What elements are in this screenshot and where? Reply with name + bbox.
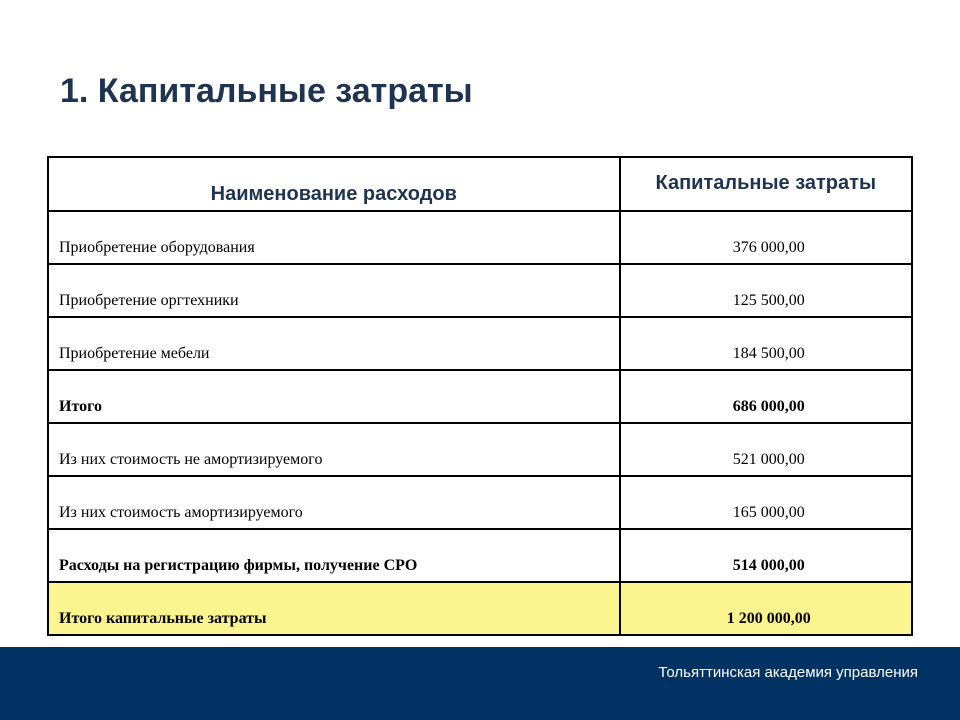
table-row	[48, 317, 912, 370]
capital-costs-table	[47, 156, 913, 636]
page-title: 1. Капитальные затраты	[60, 72, 473, 110]
table-row-subtotal	[48, 370, 912, 423]
table-row	[48, 264, 912, 317]
row-name: Приобретение оборудования	[48, 211, 620, 264]
table-row	[48, 211, 912, 264]
row-value: 514 000,00	[620, 529, 912, 582]
table-row	[48, 476, 912, 529]
row-name: Итого капитальные затраты	[48, 582, 620, 635]
column-header-value: Капитальные затраты	[620, 157, 912, 211]
row-value: 165 000,00	[620, 476, 912, 529]
row-value: 125 500,00	[620, 264, 912, 317]
table-row	[48, 423, 912, 476]
footer-bar	[0, 647, 960, 720]
row-name: Итого	[48, 370, 620, 423]
row-value: 1 200 000,00	[620, 582, 912, 635]
row-value: 376 000,00	[620, 211, 912, 264]
table-row-total	[48, 582, 912, 635]
row-name: Расходы на регистрацию фирмы, получение СРО	[48, 529, 620, 582]
row-name: Приобретение оргтехники	[48, 264, 620, 317]
footer-institution: Тольяттинская академия управления	[658, 664, 918, 681]
table-header-row	[48, 157, 912, 211]
row-value: 686 000,00	[620, 370, 912, 423]
row-value: 521 000,00	[620, 423, 912, 476]
column-header-name: Наименование расходов	[48, 157, 620, 211]
row-name: Из них стоимость не амортизируемого	[48, 423, 620, 476]
table-row-registration	[48, 529, 912, 582]
row-value: 184 500,00	[620, 317, 912, 370]
row-name: Из них стоимость амортизируемого	[48, 476, 620, 529]
row-name: Приобретение мебели	[48, 317, 620, 370]
